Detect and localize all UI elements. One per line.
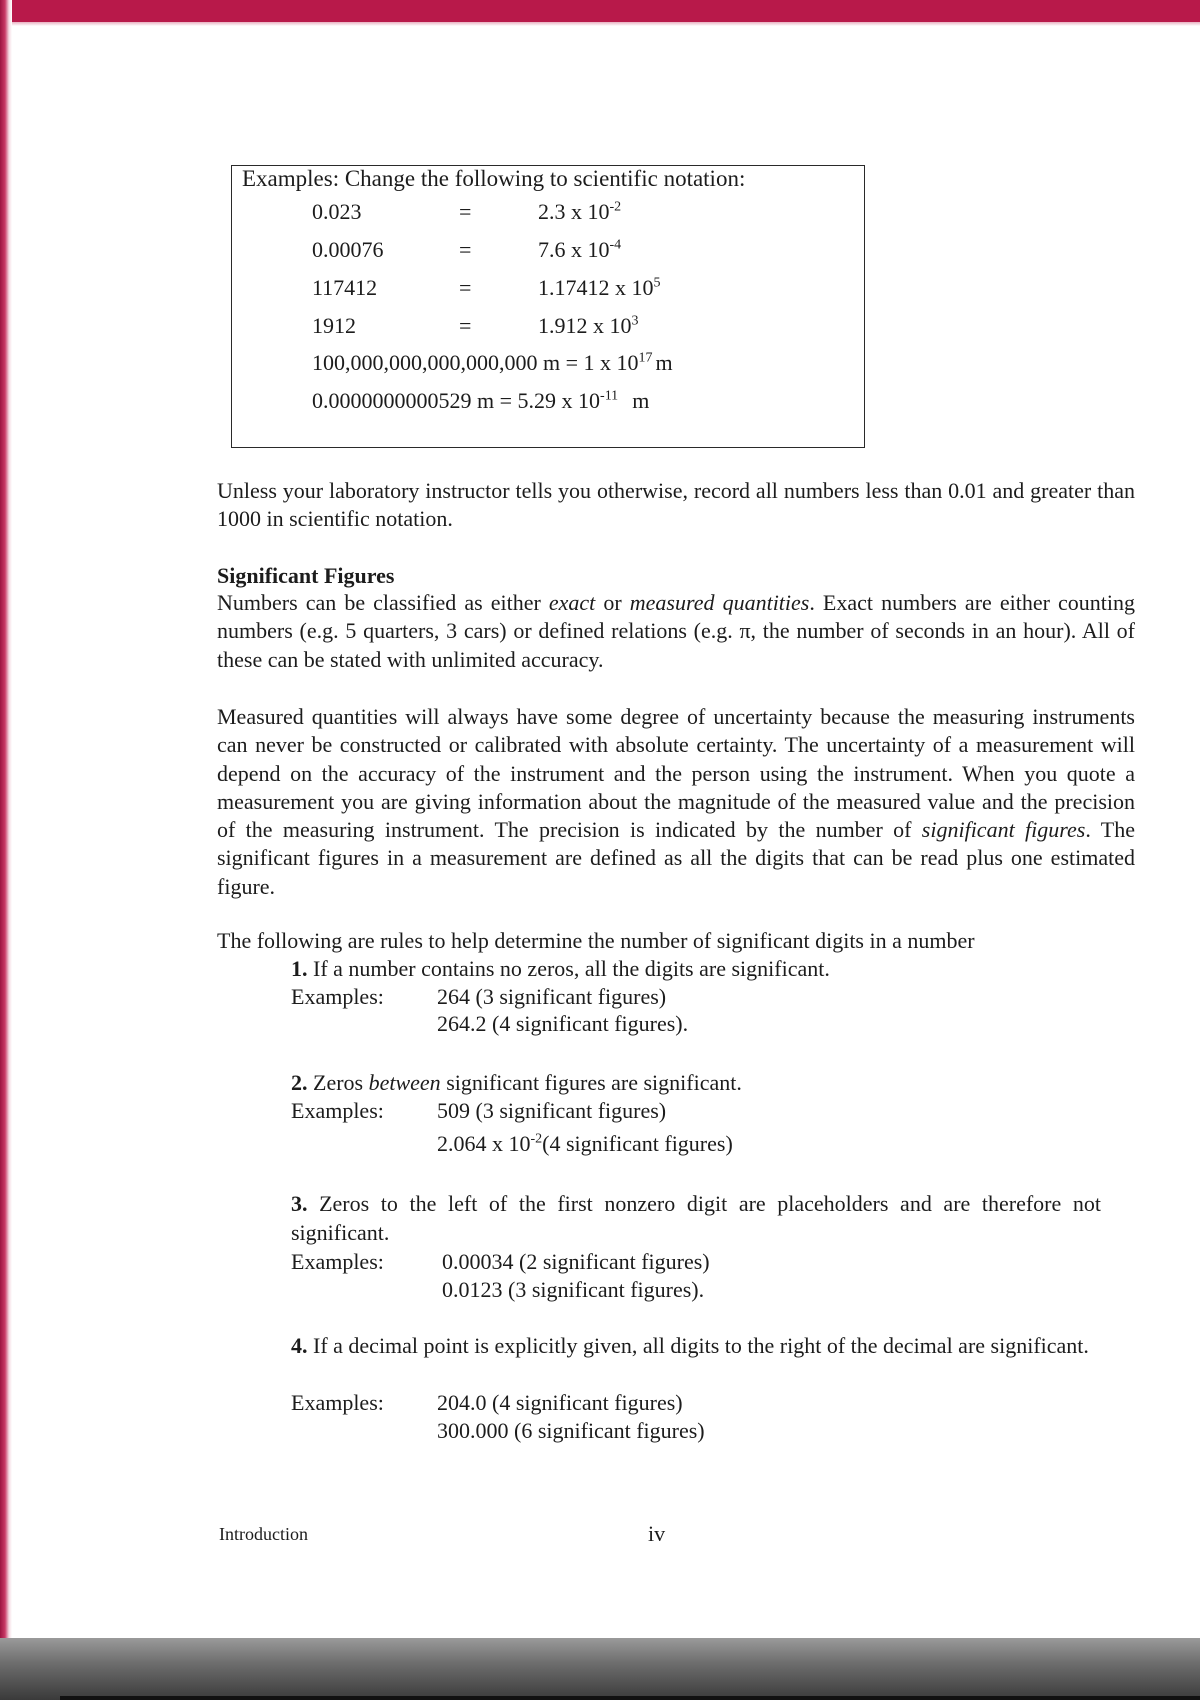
exact-vs-measured-paragraph: Numbers can be classified as either exact or measured quantities. Exact numbers are either counting numbers (e.g. 5 quarters, 3 cars) or defined relations (e.g. π, the number of seconds in an hour). All of these can be stated with unlimited accuracy. (217, 590, 1136, 672)
equals-sign: = (459, 237, 472, 262)
box-title: Examples: Change the following to scientific notation: (242, 166, 746, 191)
rules-intro: The following are rules to help determine the number of significant digits in a number (217, 928, 975, 953)
rule-1-example: 264 (3 significant figures) (437, 984, 667, 1009)
examples-label: Examples: (291, 1249, 384, 1274)
binder-top-shadow (0, 22, 1200, 26)
rule-1: 1. If a number contains no zeros, all the digits are significant. (291, 956, 830, 981)
examples-label: Examples: (291, 984, 384, 1009)
equals-sign: = (459, 199, 472, 224)
rule-3-example: 0.00034 (2 significant figures) (442, 1249, 710, 1274)
scientific-notation-rule-paragraph: Unless your laboratory instructor tells you otherwise, record all numbers less than 0.01 and greater than 1000 in scientific notation. (217, 478, 1135, 532)
example-result: 1.17412 x $10^5$ (538, 275, 661, 300)
example-value: 1912 (312, 313, 356, 338)
rule-3: 3. Zeros to the left of the first nonzero digit are placeholders and are therefore not significant. (291, 1191, 1101, 1245)
example-small-number: 0.0000000000529 m = 5.29 x $10^{-11}$ m (312, 388, 650, 413)
rule-2: 2. Zeros between significant figures are significant. (291, 1070, 742, 1095)
scan-bottom-edge (0, 1638, 1200, 1700)
rule-1-example: 264.2 (4 significant figures). (437, 1011, 689, 1036)
rule-4: 4. If a decimal point is explicitly given, all digits to the right of the decimal are significant. (291, 1333, 1089, 1358)
rule-2-example: 509 (3 significant figures) (437, 1098, 667, 1123)
rule-3-example: 0.0123 (3 significant figures). (442, 1277, 705, 1302)
example-value: 0.00076 (312, 237, 384, 262)
equals-sign: = (459, 275, 472, 300)
example-large-number: 100,000,000,000,000,000 m = 1 x $10^{17}$ m (312, 350, 673, 375)
example-result: 2.3 x $10^{-2}$ (538, 199, 622, 224)
rule-4-example: 300.000 (6 significant figures) (437, 1418, 705, 1443)
example-value: 117412 (312, 275, 378, 300)
example-result: 1.912 x $10^3$ (538, 313, 639, 338)
section-heading-significant-figures: Significant Figures (217, 563, 395, 588)
measurement-uncertainty-paragraph: Measured quantities will always have some degree of uncertainty because the measuring instruments can never be constructed or calibrated with absolute certainty. The uncertainty of a measurement will depend on the accuracy of the instrument and the person using the instrument. When you quote a measurement you are giving information about the magnitude of the measured value and the precision of the measuring instrument. The precision is indicated by the number of significant figures. The significant figures in a measurement are defined as all the digits that can be read plus one estimated figure. (217, 704, 1135, 899)
example-result: 7.6 x $10^{-4}$ (538, 237, 622, 262)
rule-4-example: 204.0 (4 significant figures) (437, 1390, 683, 1415)
example-value: 0.023 (312, 199, 362, 224)
examples-label: Examples: (291, 1390, 384, 1415)
scientific-notation-examples-box (231, 165, 865, 448)
binder-top-edge (0, 0, 1200, 22)
page-number: iv (648, 1521, 666, 1546)
rule-2-example: 2.064 x $10^{-2}(4$ significant figures) (437, 1131, 733, 1156)
examples-label: Examples: (291, 1098, 384, 1123)
scan-bottom-line (60, 1696, 1200, 1700)
equals-sign: = (459, 313, 472, 338)
binder-left-edge (0, 0, 12, 1700)
footer-section-label: Introduction (219, 1524, 308, 1544)
